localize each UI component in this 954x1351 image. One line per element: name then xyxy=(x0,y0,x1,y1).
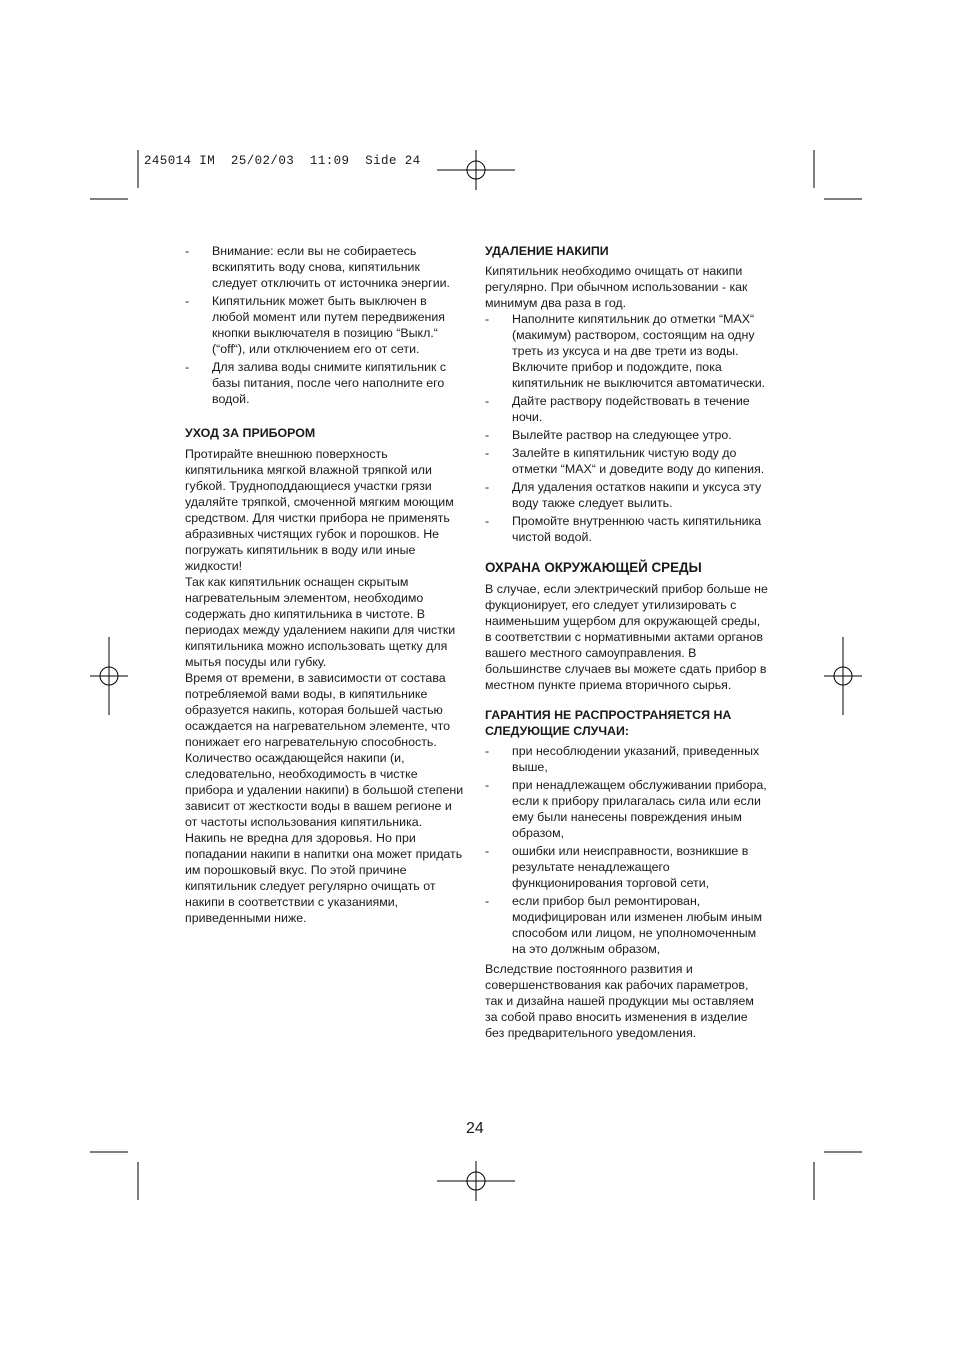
left-column xyxy=(185,243,467,926)
descale-intro: Кипятильник необходимо очищать от накипи регулярно. При обычном использовании - как минимум два раза в год. xyxy=(485,264,748,310)
registration-mark-left xyxy=(90,637,128,715)
list-item: - Для удаления остатков накипи и уксуса эту воду также следует вылить. xyxy=(485,480,762,510)
warranty-heading: ГАРАНТИЯ НЕ РАСПРОСТРАНЯЕТСЯ НА СЛЕДУЮЩИЕ СЛУЧАИ: xyxy=(485,708,732,738)
registration-mark-bottom xyxy=(437,1161,515,1201)
list-item: - Залейте в кипятильник чистую воду до отметки “MAX“ и доведите воду до кипения. xyxy=(485,446,765,476)
care-paragraph: Время от времени, в зависимости от состава потребляемой вами воды, в кипятильнике образуется накипь, которая большей частью осаждается на нагревательном элементе, что понижает его нагревательную способность. Количество осаждающейся накипи (и, следовательно, необходимость в чистке прибора и удалении накипи) в большой степени зависит от жесткости воды в вашем регионе и от частоты использования кипятильника. xyxy=(185,671,464,829)
list-item: - Дайте раствору подействовать в течение ночи. xyxy=(485,394,750,424)
page-number: 24 xyxy=(466,1120,484,1137)
environment-heading: ОХРАНА ОКРУЖАЮЩЕЙ СРЕДЫ xyxy=(485,560,702,575)
closing-text: Вследствие постоянного развития и совершенствования как рабочих параметров, так и дизайна нашей продукции мы оставляем за собой право вносить изменения в изделие без предварительного уведомления. xyxy=(485,962,754,1040)
list-item: - при ненадлежащем обслуживании прибора, если к прибору прилагалась сила или если ему были нанесены повреждения иным образом, xyxy=(485,778,767,840)
list-item: - Кипятильник может быть выключен в любой момент или путем передвижения кнопки выключателя в позицию “Выкл.“ (“off“), или отключением его от сети. xyxy=(185,294,445,356)
care-paragraph: Так как кипятильник оснащен скрытым нагревательным элементом, необходимо содержать дно кипятильника в чистоте. В периодах между удалением накипи для чистки кипятильника можно использовать щетку для мытья посуды или губку. xyxy=(185,575,456,669)
list-item: - Вылейте раствор на следующее утро. xyxy=(485,428,732,442)
descale-heading: УДАЛЕНИЕ НАКИПИ xyxy=(485,244,609,258)
list-item: - при несоблюдении указаний, приведенных выше, xyxy=(485,744,760,774)
list-item: - Внимание: если вы не собираетесь вскипятить воду снова, кипятильник следует отключить от источника энергии. xyxy=(185,244,450,290)
right-column xyxy=(485,243,769,1041)
registration-mark-top xyxy=(437,150,515,190)
print-header: 245014 IM 25/02/03 11:09 Side 24 xyxy=(144,154,421,168)
list-item: - ошибки или неисправности, возникшие в результате ненадлежащего функционирования торговой сети, xyxy=(485,844,749,890)
care-heading: УХОД ЗА ПРИБОРОМ xyxy=(185,426,316,440)
list-item: - Для залива воды снимите кипятильник с базы питания, после чего наполните его водой. xyxy=(185,360,447,406)
care-paragraph: Протирайте внешнюю поверхность кипятильника мягкой влажной тряпкой или губкой. Трудноподдающиеся участки грязи удаляйте тряпкой, смоченной мягким моющим средством. Для чистки прибора не применять абразивных чистящих губок и порошков. Не погружать кипятильник в воду или иные жидкости! xyxy=(185,447,454,573)
list-item: - Промойте внутреннюю часть кипятильника чистой водой. xyxy=(485,514,762,544)
list-item: - Наполните кипятильник до отметки “MAX“ (макимум) раствором, состоящим на одну треть из уксуса и на две трети из воды. Включите прибор и подождите, пока кипятильник не выключится автоматически. xyxy=(485,312,766,390)
registration-mark-right xyxy=(824,637,862,715)
list-item: - если прибор был ремонтирован, модифицирован или изменен любым иным способом или лицом, не уполномоченным на это должным образом, xyxy=(485,894,763,956)
care-paragraph: Накипь не вредна для здоровья. Но при попадании накипи в напитки она может придать им порошковый вкус. По этой причине кипятильник следует регулярно очищать от накипи в соответствии с указаниями, приведенными ниже. xyxy=(185,831,463,925)
environment-text: В случае, если электрический прибор больше не фукционирует, его следует утилизировать с наименьшим ущербом для окружающей среды, в соответствии с нормативными актами органов вашего местного самоуправления. В большинстве случаев вы можете сдать прибор в местном пункте приема вторичного сырья. xyxy=(485,582,768,692)
